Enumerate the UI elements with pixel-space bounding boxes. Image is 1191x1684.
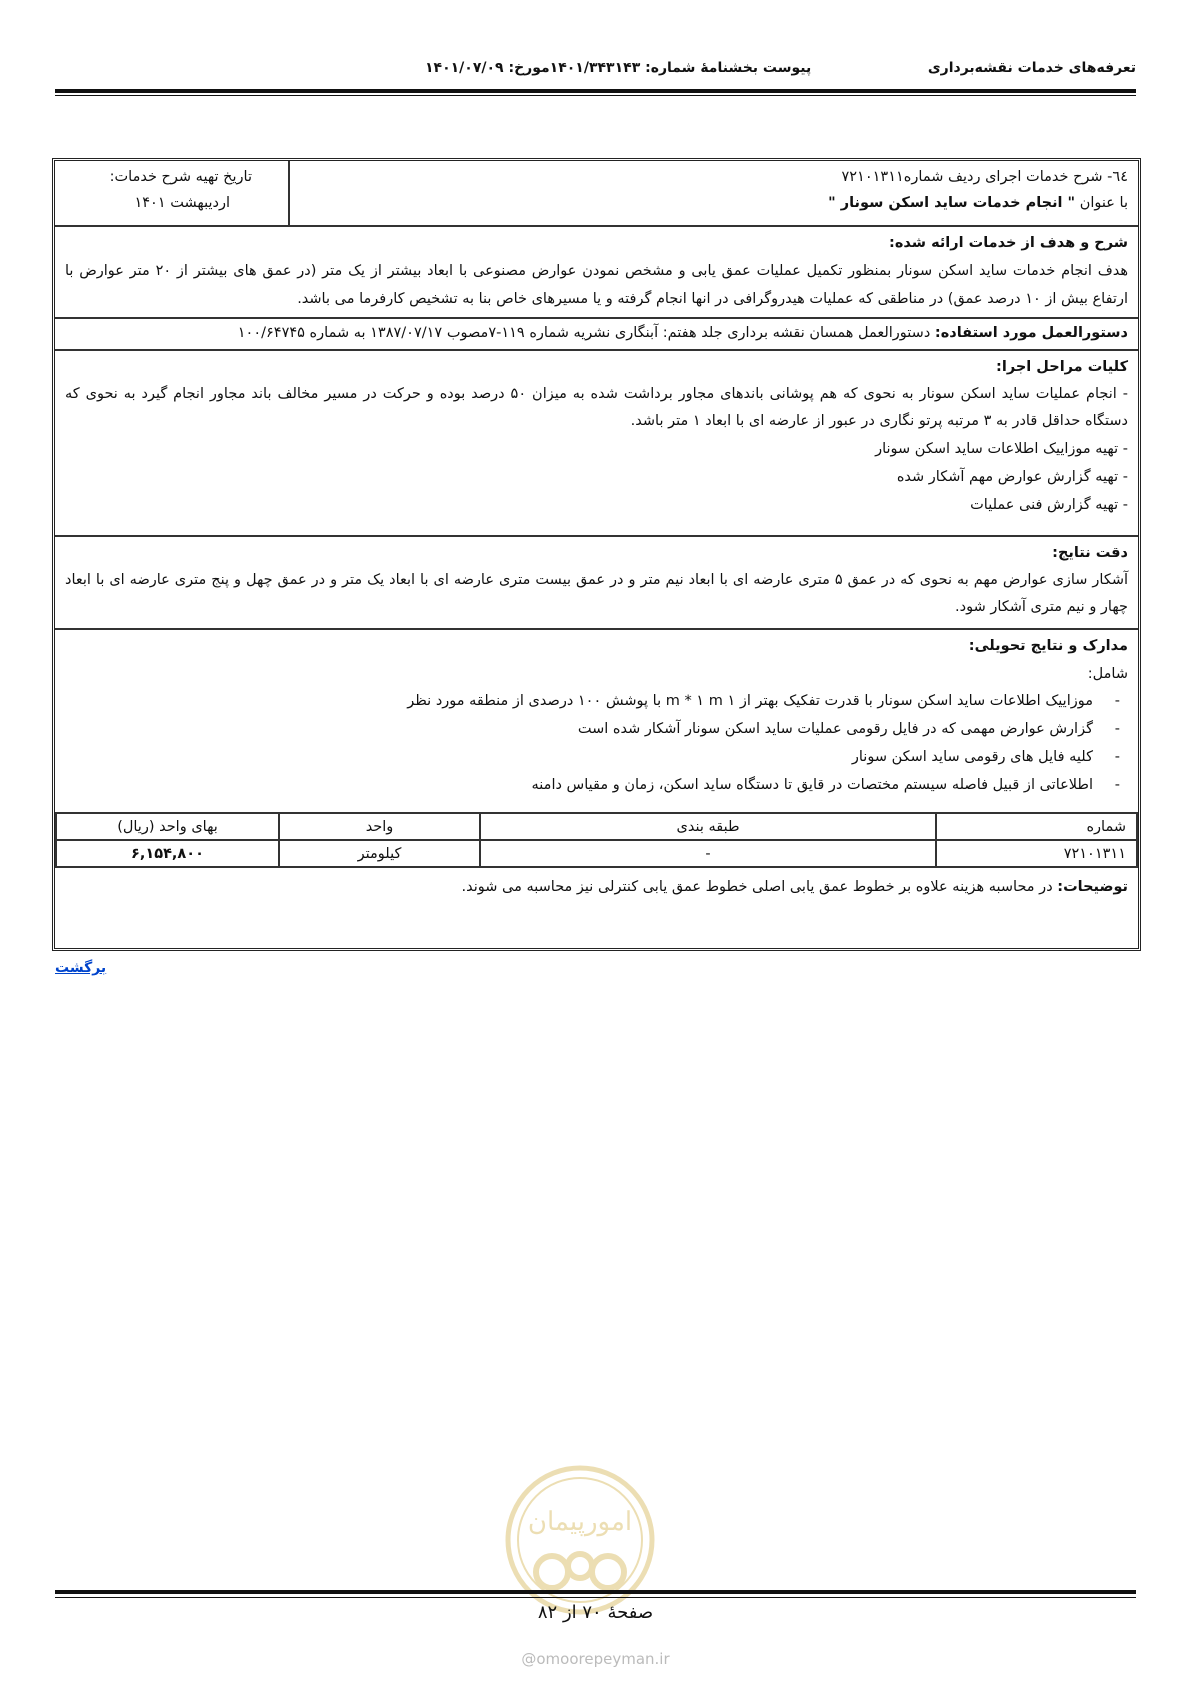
notes-text: در محاسبه هزینه علاوه بر خطوط عمق یابی اصلی خطوط عمق یابی کنترلی نیز محاسبه می شوند. <box>461 879 1053 895</box>
list-bullet: - <box>1114 693 1120 709</box>
document-title: تعرفه‌های خدمات نقشه‌برداری <box>927 60 1136 76</box>
table-row <box>56 840 1137 867</box>
cell-unit: کیلومتر <box>279 840 480 867</box>
header-rule-thin <box>55 95 1136 96</box>
cell-number: ۷۲۱۰۱۳۱۱ <box>936 840 1137 867</box>
service-title-section <box>55 161 1138 227</box>
step-line: - انجام عملیات ساید اسکن سونار به نحوی که هم پوشانی باندهای مجاور برداشت شده به میزان ۵۰ درصد بوده و حرکت در مسیر مخالف باند مجاور انجام گیرد به نحوی که <box>65 386 1128 402</box>
instruction-line <box>65 325 1128 341</box>
service-title-prefix: با عنوان <box>1079 195 1128 211</box>
footer-rule <box>55 1590 1136 1594</box>
steps-heading: کلیات مراحل اجرا: <box>996 359 1128 375</box>
deliverable-item: گزارش عوارض مهمی که در فایل رقومی عملیات ساید اسکن سونار آشکار شده است <box>577 721 1093 737</box>
service-row-line: ٦٤- شرح خدمات اجرای ردیف شماره۷۲۱۰۱۳۱۱ <box>841 169 1128 185</box>
list-bullet: - <box>1114 777 1120 793</box>
header-rule <box>55 89 1136 93</box>
list-bullet: - <box>1114 749 1120 765</box>
notes-line <box>65 879 1128 895</box>
notes-label: توضیحات: <box>1057 879 1128 895</box>
purpose-section <box>55 227 1138 319</box>
header-number: شماره <box>936 813 1137 840</box>
service-description-form <box>52 158 1141 951</box>
date-label: تاریخ تهیه شرح خدمات: <box>109 169 252 185</box>
deliverables-heading: مدارک و نتایج تحویلی: <box>968 638 1128 654</box>
deliverables-intro: شامل: <box>1087 666 1128 682</box>
accuracy-heading: دقت نتایج: <box>1052 545 1128 561</box>
notes-section <box>55 868 1138 948</box>
preparation-date-cell <box>55 161 280 225</box>
cell-category: - <box>480 840 936 867</box>
instruction-text: دستورالعمل همسان نقشه برداری جلد هفتم: آبنگاری نشریه شماره ۱۱۹-۷مصوب ۱۳۸۷/۰۷/۱۷ به شماره ۱۰۰/۶۴۷۴۵ <box>237 325 931 341</box>
deliverable-item: اطلاعاتی از قبیل فاصله سیستم مختصات در قایق تا دستگاه ساید اسکن، زمان و مقیاس دامنه <box>531 777 1093 793</box>
purpose-line: هدف انجام خدمات ساید اسکن سونار بمنظور تکمیل عملیات عمق یابی و مشخص نمودن عوارض مصنوعی با ابعاد بیشتر از یک متر (در عمق های بیشتر از ۲۰ متر عوارض با <box>65 263 1128 279</box>
list-bullet: - <box>1114 721 1120 737</box>
deliverable-item: موزاییک اطلاعات ساید اسکن سونار با قدرت تفکیک بهتر از ۱ m * ۱ m با پوشش ۱۰۰ درصدی از منطقه مورد نظر <box>407 693 1093 709</box>
purpose-heading: شرح و هدف از خدمات ارائه شده: <box>889 235 1128 251</box>
table-header-row <box>56 813 1137 840</box>
deliverable-item: کلیه فایل های رقومی ساید اسکن سونار <box>851 749 1093 765</box>
gear-logo-icon <box>500 1460 660 1620</box>
cell-price: ۶,۱۵۴,۸۰۰ <box>56 840 279 867</box>
step-line: دستگاه حداقل قادر به ۳ مرتبه پرتو نگاری در عبور از عارضه ای با ابعاد ۱ متر باشد. <box>630 413 1128 429</box>
watermark-logo <box>500 1460 660 1620</box>
execution-steps-section <box>55 351 1138 537</box>
accuracy-line: چهار و نیم متری آشکار شود. <box>955 599 1128 615</box>
page-number: صفحهٔ ۷۰ از ۸۲ <box>537 1602 654 1623</box>
header-unit: واحد <box>279 813 480 840</box>
step-line: - تهیه موزاییک اطلاعات ساید اسکن سونار <box>875 441 1128 457</box>
step-line: - تهیه گزارش عوارض مهم آشکار شده <box>896 469 1128 485</box>
attachment-reference: پیوست بخشنامهٔ شماره: ۱۴۰۱/۳۴۳۱۴۳مورخ: ۱۴۰۱/۰۷/۰۹ <box>425 60 812 76</box>
header-category: طبقه بندی <box>480 813 936 840</box>
header-price: بهای واحد (ریال) <box>56 813 279 840</box>
purpose-line: ارتفاع بیش از ۱۰ درصد عمق) در مناطقی که عملیات هیدروگرافی در انها انجام گرفته و یا مسیرهای خاص بنا به تشخیص کارفرما می باشد. <box>297 291 1128 307</box>
website-watermark: @omoorepeyman.ir <box>521 1650 670 1668</box>
page-header <box>55 58 1136 82</box>
instruction-label: دستورالعمل مورد استفاده: <box>934 325 1128 341</box>
service-title-line <box>300 195 1128 211</box>
instruction-section <box>55 319 1138 351</box>
footer-rule-thin <box>55 1597 1136 1598</box>
service-title-cell <box>288 161 1138 225</box>
stamp-text: امورپیمان <box>527 1507 633 1537</box>
service-title: " انجام خدمات ساید اسکن سونار " <box>828 195 1076 211</box>
accuracy-line: آشکار سازی عوارض مهم به نحوی که در عمق ۵ متری عارضه ای با ابعاد نیم متر و در عمق بیست متری عارضه ای با ابعاد یک متر و در عمق چهل و پنج متری عارضه ای با ابعاد <box>65 572 1129 588</box>
back-link[interactable]: برگشت <box>55 960 107 976</box>
accuracy-section <box>55 537 1138 630</box>
date-value: اردیبهشت ۱۴۰۱ <box>134 195 230 211</box>
deliverables-section <box>55 630 1138 812</box>
fee-table <box>55 812 1138 868</box>
step-line: - تهیه گزارش فنی عملیات <box>970 497 1128 513</box>
